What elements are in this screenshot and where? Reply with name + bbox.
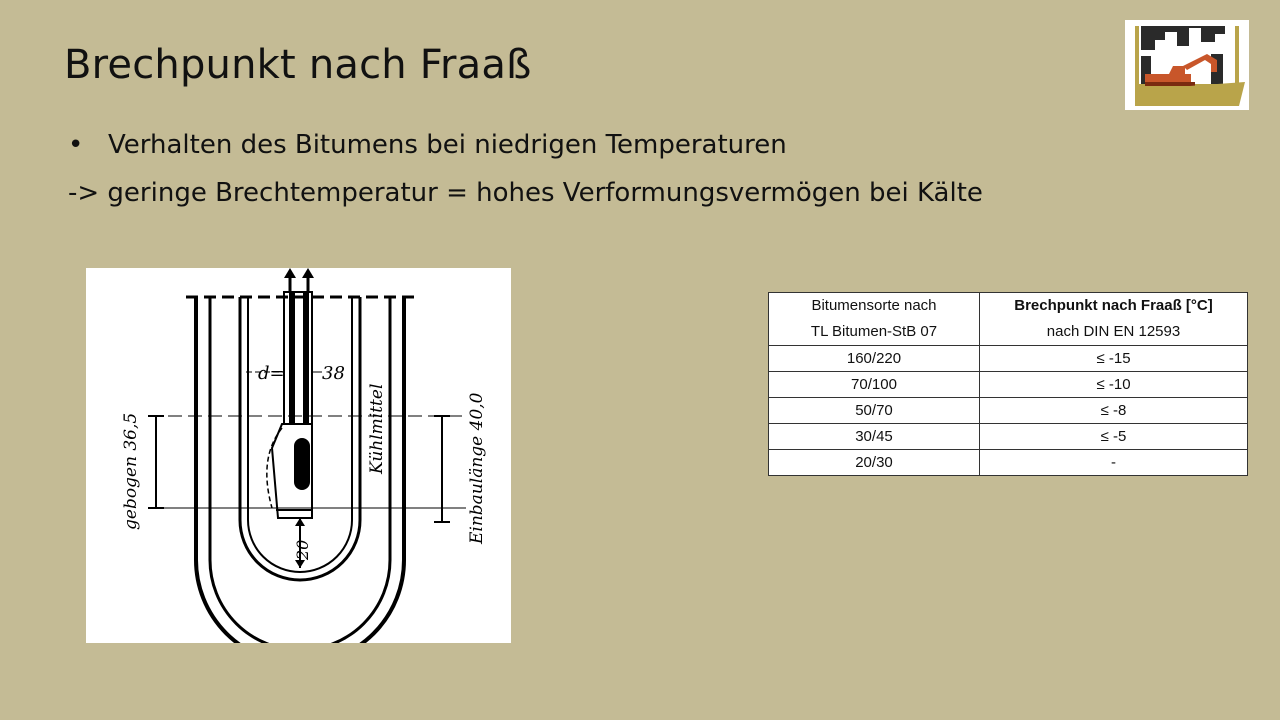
apparatus-diagram (86, 268, 511, 643)
cell-sorte: 20/30 (769, 450, 980, 476)
cell-wert: - (980, 450, 1248, 476)
cell-sorte: 70/100 (769, 372, 980, 398)
label-38: 38 (322, 363, 345, 384)
brechpunkt-table (768, 292, 1248, 476)
header-brechpunkt-line1: Brechpunkt nach Fraaß [°C] (1014, 297, 1213, 314)
cell-wert: ≤ -15 (980, 346, 1248, 372)
cell-wert: ≤ -5 (980, 424, 1248, 450)
label-einbaulaenge: Einbaulänge 40,0 (467, 392, 487, 544)
company-logo (1125, 20, 1249, 110)
bullet-text: Verhalten des Bitumens bei niedrigen Temperaturen (108, 130, 787, 160)
table-header-brechpunkt (980, 293, 1248, 346)
cell-wert: ≤ -8 (980, 398, 1248, 424)
table-row (769, 450, 1248, 476)
header-sorte-line2: TL Bitumen-StB 07 (810, 323, 938, 340)
header-sorte-line1: Bitumensorte nach (811, 297, 937, 314)
table-row (769, 398, 1248, 424)
cell-wert: ≤ -10 (980, 372, 1248, 398)
label-d: d= (258, 363, 285, 384)
table-header-row (769, 293, 1248, 346)
bullet-marker: • (68, 130, 84, 160)
label-gebogen: gebogen 36,5 (121, 412, 141, 530)
cell-sorte: 30/45 (769, 424, 980, 450)
table-row (769, 424, 1248, 450)
apparatus-drawing (86, 268, 511, 643)
excavator-logo-icon (1125, 20, 1249, 110)
table-header-sorte (769, 293, 980, 346)
bullet-item (68, 130, 787, 160)
cell-sorte: 160/220 (769, 346, 980, 372)
slide-title: Brechpunkt nach Fraaß (64, 42, 532, 88)
label-20: 20 (293, 539, 312, 560)
table-row (769, 372, 1248, 398)
conclusion-line: -> geringe Brechtemperatur = hohes Verformungsvermögen bei Kälte (68, 178, 983, 208)
cell-sorte: 50/70 (769, 398, 980, 424)
table-row (769, 346, 1248, 372)
label-kuehlmittel: Kühlmittel (367, 383, 387, 474)
header-brechpunkt-line2: nach DIN EN 12593 (1046, 323, 1181, 340)
